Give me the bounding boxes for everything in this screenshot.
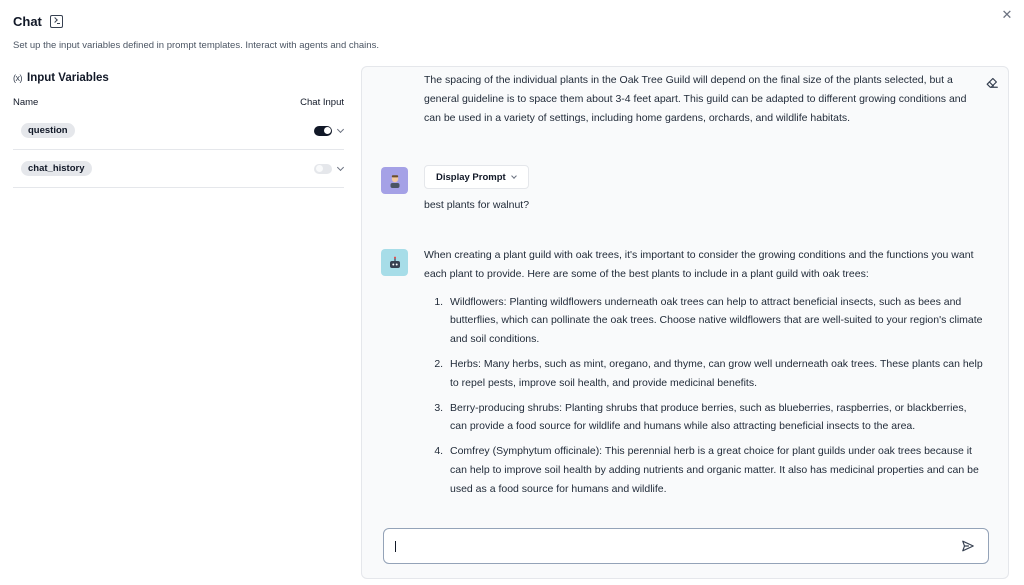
close-icon[interactable]: ✕ <box>1001 7 1013 22</box>
list-item: 2. Herbs: Many herbs, such as mint, oregano, and thyme, can grow well underneath oak trees. These plants can help to repel pests, improve soil health, and provide medicinal benefits. <box>446 355 984 393</box>
variables-table-header <box>13 97 344 108</box>
bot-message <box>424 246 984 505</box>
chat-panel <box>361 66 1009 579</box>
input-variables-title: Input Variables <box>27 72 109 84</box>
variable-row <box>13 112 344 150</box>
bot-message-list <box>424 293 984 499</box>
chat-input-toggle[interactable] <box>314 126 332 136</box>
variable-badge: chat_history <box>21 161 92 176</box>
column-chat-input: Chat Input <box>300 97 344 108</box>
page-title: Chat <box>13 14 42 29</box>
chat-input[interactable] <box>383 528 989 564</box>
list-item: 4. Comfrey (Symphytum officinale): This perennial herb is a great choice for plant guilds under oak trees because it can help to improve soil health by adding nutrients and organic matter. It also has medicinal properties and can be used as a food source for humans and wildlife. <box>446 442 984 498</box>
page-subtitle: Set up the input variables defined in prompt templates. Interact with agents and chains. <box>13 40 379 51</box>
text-caret <box>395 541 396 552</box>
chevron-down-icon[interactable] <box>337 163 344 170</box>
variable-row <box>13 150 344 188</box>
variable-icon: (x) <box>13 73 22 83</box>
terminal-square-icon[interactable] <box>50 15 63 28</box>
page-header <box>13 14 379 51</box>
bot-avatar-icon <box>381 249 408 276</box>
list-item: 3. Berry-producing shrubs: Planting shrubs that produce berries, such as blueberries, raspberries, or blackberries, can provide a food source for wildlife and humans while also attracting beneficial insects to the area. <box>446 399 984 437</box>
send-icon[interactable] <box>961 539 975 553</box>
eraser-icon[interactable] <box>985 75 999 89</box>
previous-bot-message: The spacing of the individual plants in the Oak Tree Guild will depend on the final size of the plants selected, but a general guideline is to space them about 3-4 feet apart. This guild can be adapted to different growing conditions and can be used in a variety of settings, including home gardens, orchards, and wildlife habitats. <box>424 74 967 124</box>
column-name: Name <box>13 97 39 108</box>
display-prompt-label: Display Prompt <box>436 171 506 183</box>
list-item: 1. Wildflowers: Planting wildflowers underneath oak trees can help to attract beneficial insects, such as bees and butterflies, which can pollinate the oak trees. Choose native wildflowers that are well-suited to your region's climate and soil conditions. <box>446 293 984 349</box>
display-prompt-button[interactable] <box>424 165 529 189</box>
variable-badge: question <box>21 123 75 138</box>
input-variables-heading <box>13 72 344 84</box>
bot-message-intro: When creating a plant guild with oak trees, it's important to consider the growing conditions and the functions you want each plant to provide. Here are some of the best plants to include in a plant guild with oak trees: <box>424 249 974 280</box>
input-variables-panel <box>13 72 344 188</box>
user-avatar-icon <box>381 167 408 194</box>
chat-input-toggle[interactable] <box>314 164 332 174</box>
user-message: best plants for walnut? <box>424 199 530 211</box>
chevron-down-icon[interactable] <box>337 125 344 132</box>
chevron-down-icon <box>511 173 517 179</box>
